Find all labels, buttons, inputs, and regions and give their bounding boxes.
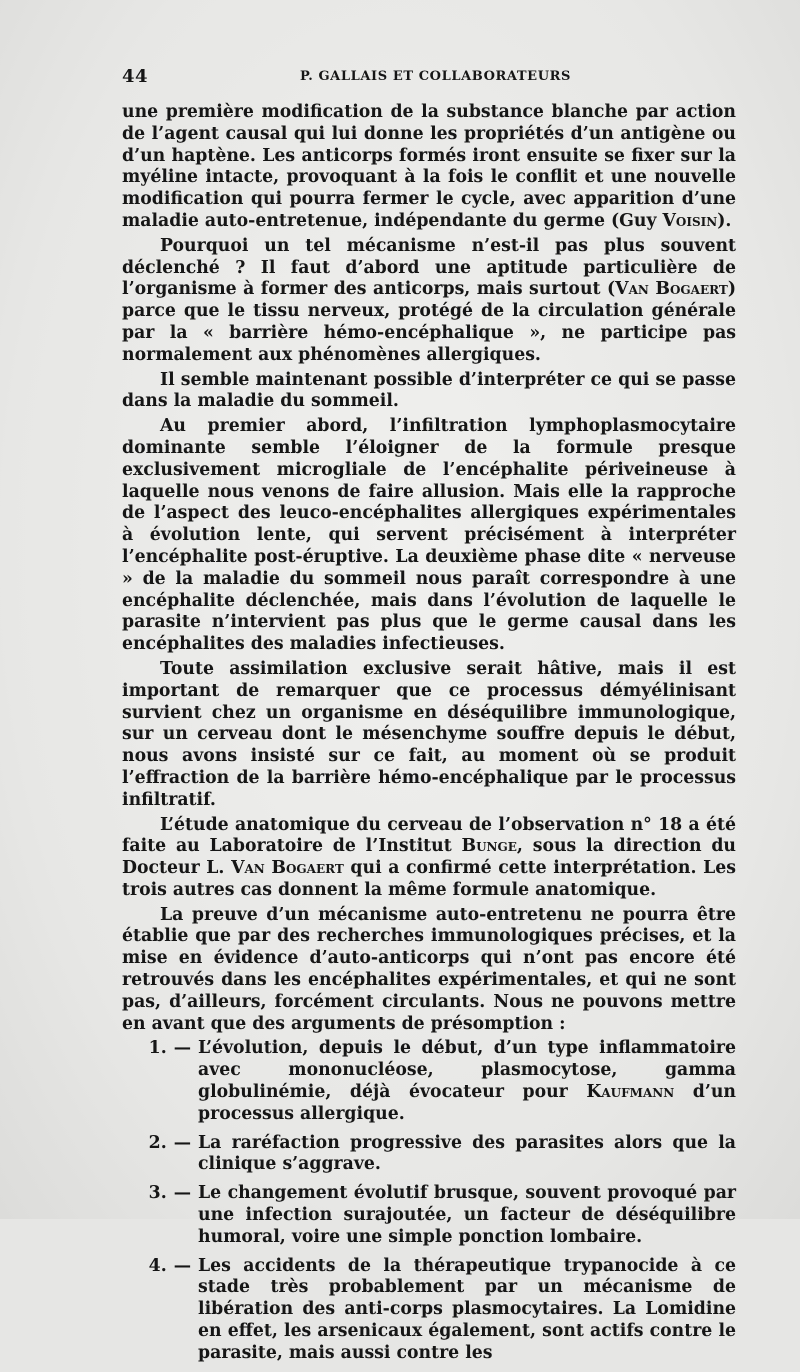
list-item [122, 1133, 736, 1177]
list-item [122, 1256, 736, 1365]
page-number: 44 [122, 66, 149, 87]
paragraph-4: Au premier abord, l’infiltration lymphoplasmocytaire dominante semble l’éloigner de la formule presque exclusivement microgliale de l’encéphalite périveineuse à laquelle nous venons de faire allusion. Mais elle la rapproche de l’aspect des leuco-encéphalites allergiques expérimentales à évolution lente, qui servent précisément à interpréter l’encéphalite post-éruptive. La deuxième phase dite « nerveuse » de la maladie du sommeil nous paraît correspondre à une encéphalite déclenchée, mais dans l’évolution de laquelle le parasite n’intervient pas plus que le germe causal dans les encéphalites des maladies infectieuses. [122, 416, 736, 655]
list-item [122, 1038, 736, 1125]
author-name: Kaufmann [586, 1082, 675, 1103]
list-marker: 2. — [148, 1132, 191, 1153]
paragraph-6: L’étude anatomique du cerveau de l’observation n° 18 a été faite au Laboratoire de l’Institut Bunge, sous la direction du Docteur L. Van Bogaert qui a confirmé cette interprétation. Les trois autres cas donnent la même formule anatomique. [122, 814, 736, 900]
list-item-text: L’évolution, depuis le début, d’un type inflammatoire avec mononucléose, plasmocytose, gamma globulinémie, déjà évocateur pour Kaufmann d’un processus allergique. [198, 1038, 736, 1124]
paragraph-7: La preuve d’un mécanisme auto-entretenu ne pourra être établie que par des recherches immunologiques précises, et la mise en évidence d’auto-anticorps qui n’ont pas encore été retrouvés dans les encéphalites expérimentales, et qui ne sont pas, d’ailleurs, forcément circulants. Nous ne pouvons mettre en avant que des arguments de présomption : [122, 904, 736, 1034]
paragraph-3: Il semble maintenant possible d’interpréter ce qui se passe dans la maladie du sommeil. [122, 369, 736, 412]
paragraph-2: Pourquoi un tel mécanisme n’est-il pas plus souvent déclenché ? Il faut d’abord une aptitude particulière de l’organisme à former des anticorps, mais surtout (Van Bogaert) parce que le tissu nerveux, protégé de la circulation générale par la « barrière hémo-encéphalique », ne participe pas normalement aux phénomènes allergiques. [122, 235, 736, 365]
paragraph-5: Toute assimilation exclusive serait hâtive, mais il est important de remarquer que ce processus démyélinisant survient chez un organisme en déséquilibre immunologique, sur un cerveau dont le mésenchyme souffre depuis le début, nous avons insisté sur ce fait, au moment où se produit l’effraction de la barrière hémo-encéphalique par le processus infiltratif. [122, 658, 736, 810]
running-head: P. GALLAIS ET COLLABORATEURS [300, 69, 572, 84]
argument-list [122, 1038, 736, 1364]
list-marker: 1. — [148, 1038, 191, 1059]
paragraph-1: une première modification de la substance blanche par action de l’agent causal qui lui donne les propriétés d’un antigène ou d’un haptène. Les anticorps formés iront ensuite se fixer sur la myéline intacte, provoquant à la fois le conflit et une nouvelle modification qui pourra fermer le cycle, avec apparition d’une maladie auto-entretenue, indépendante du germe (Guy Voisin). [122, 102, 736, 231]
list-item-text: Le changement évolutif brusque, souvent provoqué par une infection surajoutée, un facteur de déséquilibre humoral, voire une simple ponction lombaire. [198, 1183, 736, 1247]
page-header [122, 66, 742, 90]
list-item [122, 1183, 736, 1248]
list-item-text: Les accidents de la thérapeutique trypanocide à ce stade très probablement par un mécanisme de libération des anti-corps plasmocytaires. La Lomidine en effet, les arsenicaux également, sont actifs contre le parasite, mais aussi contre les [198, 1255, 736, 1363]
author-name: Van Bogaert [231, 858, 344, 879]
author-name: Voisin [662, 210, 718, 231]
list-marker: 3. — [148, 1183, 191, 1204]
list-marker: 4. — [148, 1255, 191, 1276]
body-text [122, 102, 736, 1372]
institution-name: Bunge [461, 836, 517, 857]
author-name: Van Bogaert [615, 279, 728, 300]
list-item-text: La raréfaction progressive des parasites alors que la clinique s’aggrave. [198, 1132, 736, 1175]
